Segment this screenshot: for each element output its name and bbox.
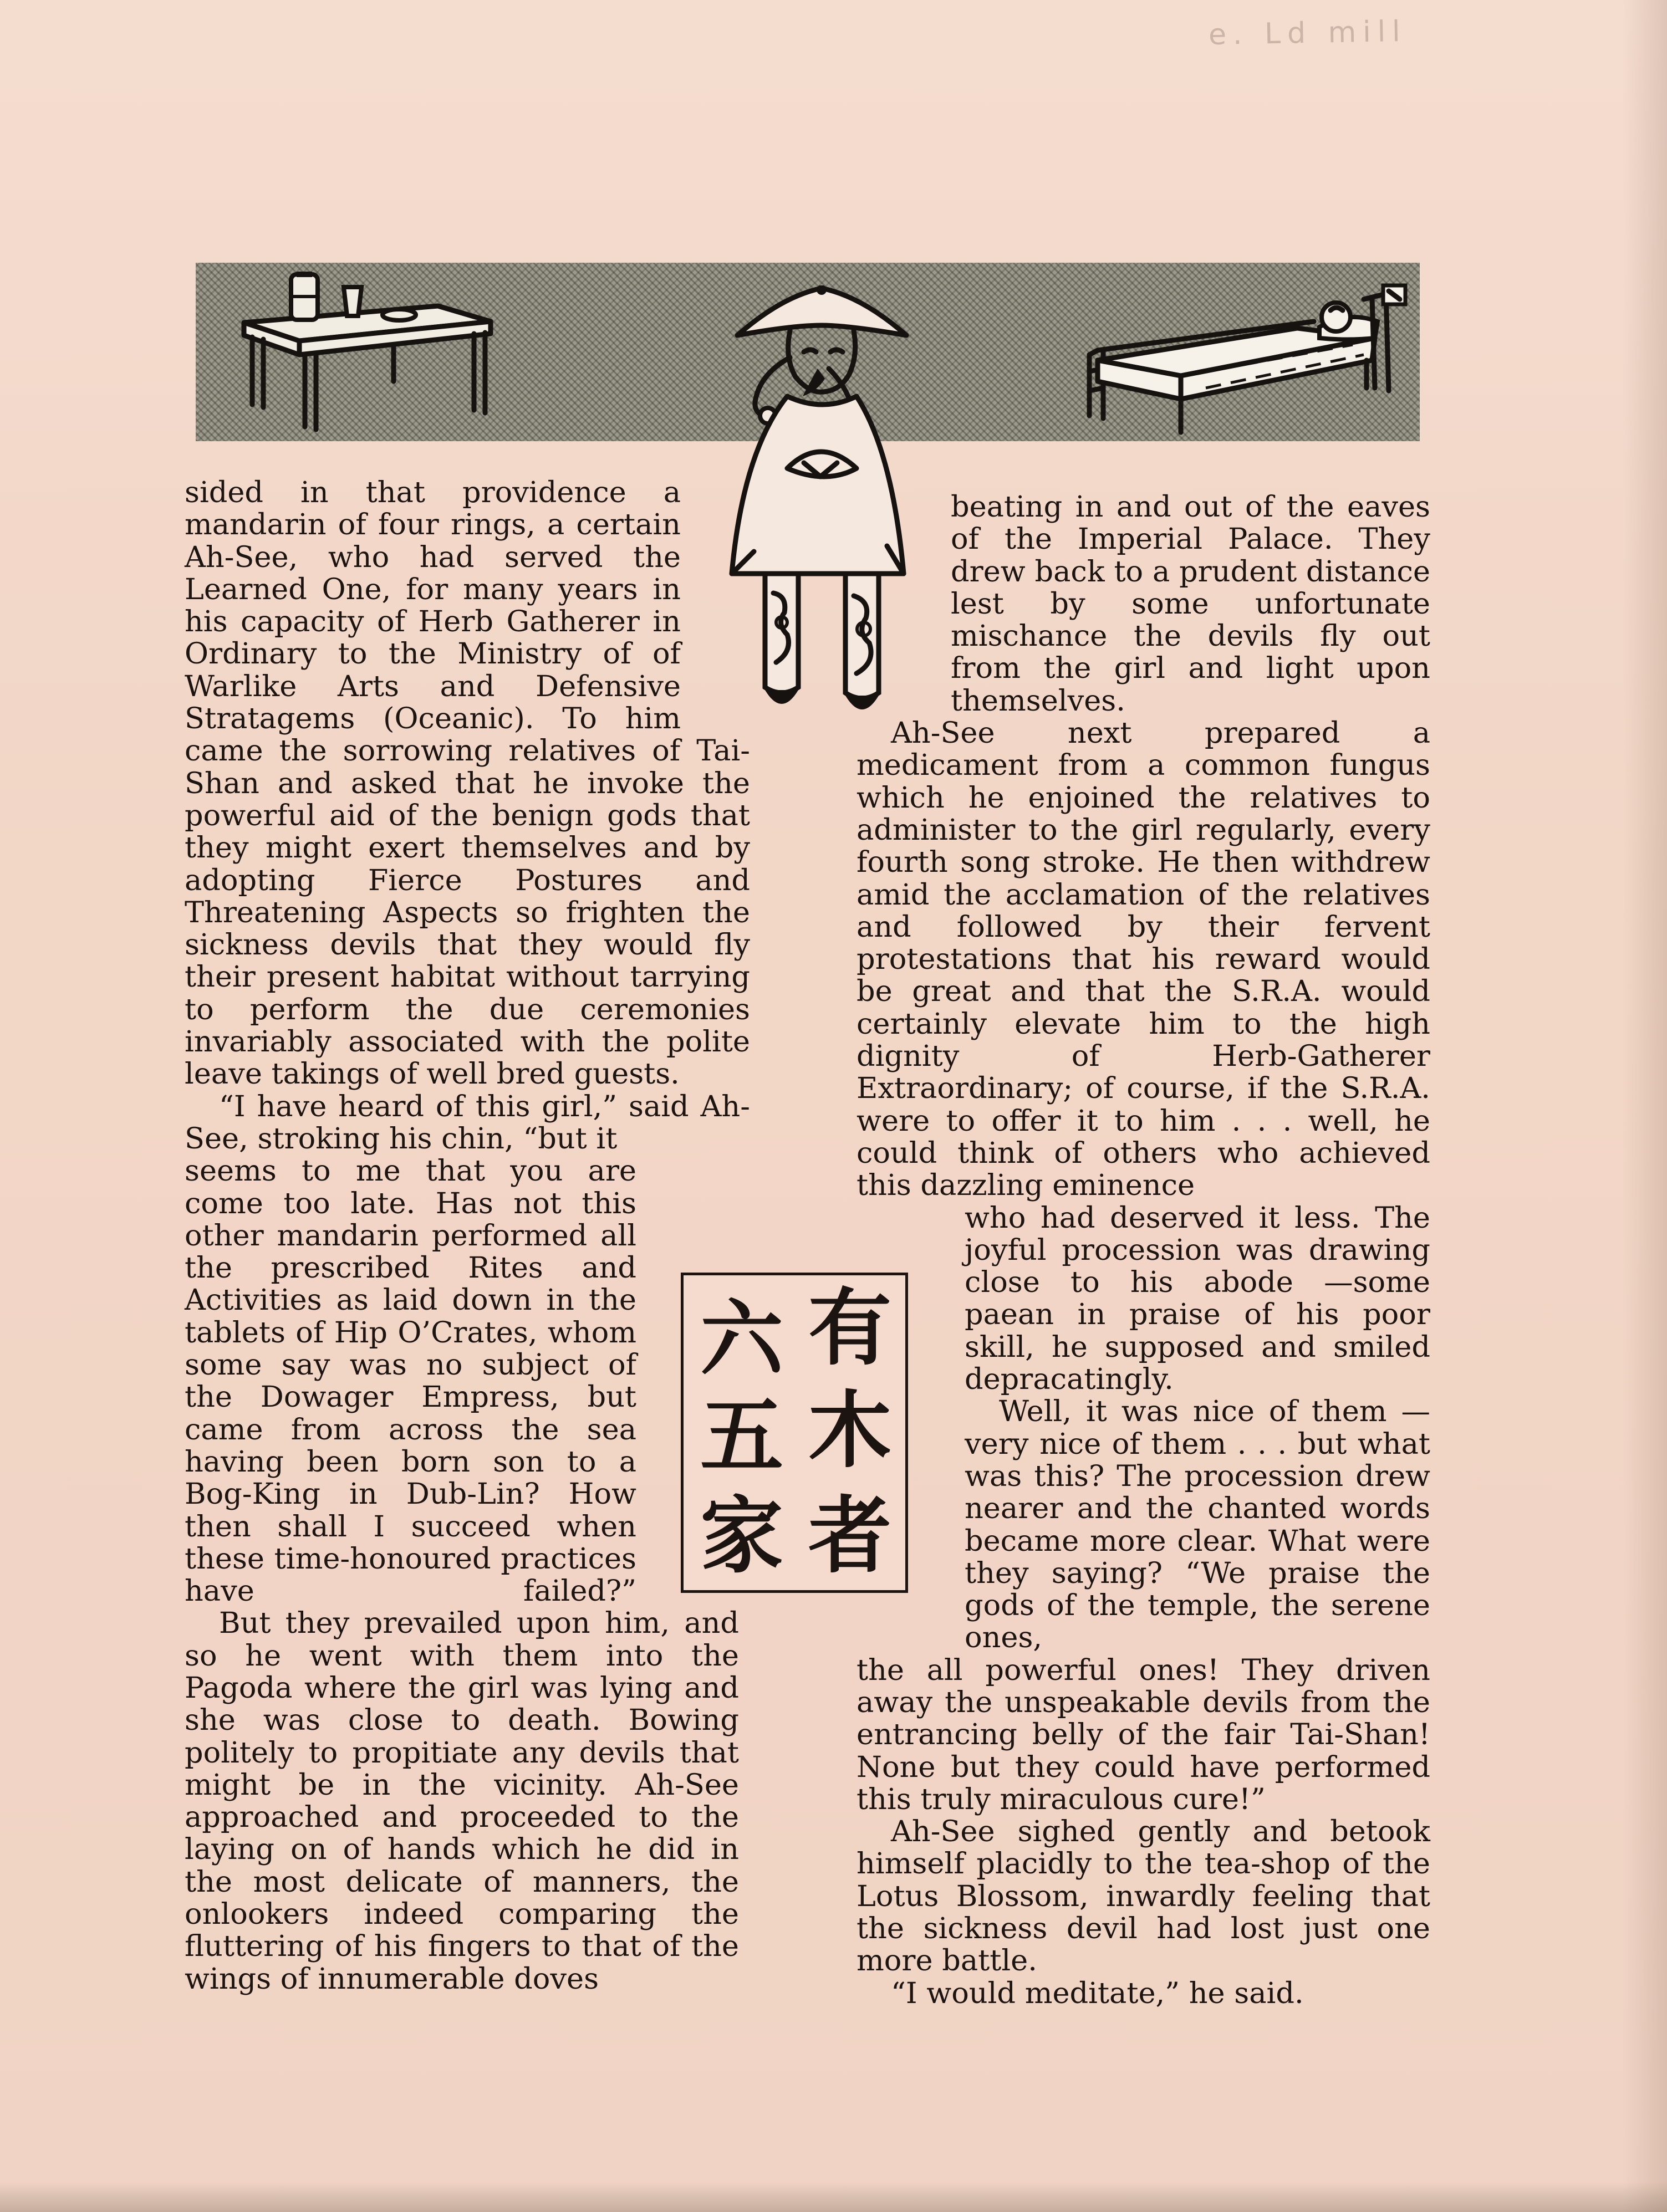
paragraph: sided in that providence a mandarin of four rings, a certain Ah-See, who had served the Learned One, for many years in his capacity of Herb Gatherer in Ordinary to the Ministry of of Warlike Arts and Defensive Stratagems (Oceanic). To him — [185, 476, 681, 736]
paragraph: Well, it was nice of them —very nice of them . . . but what was this? The procession drew nearer and the chanted words became more clear. What were they saying? “We praise the gods of the temple, the serene ones, — [965, 1394, 1430, 1655]
paragraph: But they prevailed upon him, and so he went with them into the Pagoda where the girl was lying and she was close to death. Bowing politely to propitiate any devils that might be in the vicinity. Ah-See approached and proceeded to the laying on of hands which he did in the most delicate of manners, the onlookers indeed comparing the fluttering of his fingers to that of the wings of innumerable doves — [185, 1606, 739, 1996]
paragraph: “I would meditate,” he said. — [891, 1976, 1304, 2010]
seal-character: 五 — [700, 1387, 784, 1485]
paragraph: the all powerful ones! They driven away the unspeakable devils from the entrancing belly of the fair Tai-Shan! None but they could have performed this truly miraculous cure!” — [857, 1653, 1430, 1816]
seal-character: 有 — [808, 1279, 892, 1377]
seal-character: 者 — [808, 1487, 892, 1585]
article-column-left — [185, 477, 750, 1995]
seal-character: 木 — [808, 1382, 892, 1479]
pencil-annotation: e. Ld mill — [1208, 14, 1408, 52]
table-illustration-icon — [238, 272, 504, 438]
page-bottom-shadow — [0, 2182, 1667, 2212]
article-column-right — [857, 491, 1430, 2010]
paragraph: Ah-See next prepared a medicament from a common fungus which he enjoined the relatives to administer to the girl regularly, every fourth song stroke. He then withdrew amid the acclamation of the relatives and followed by their fervent protestations that his reward would be great and that the S.R.A. would certainly elevate him to the high dignity of Herb-Gatherer Extraordinary; of course, if the S.R.A. were to offer it to him . . . well, he could think of others who achieved this dazzling eminence — [857, 716, 1430, 1203]
seal-character: 六 — [700, 1290, 784, 1388]
paragraph: seems to me that you are come too late. Has not this other mandarin performed all the prescribed Rites and Activities as laid down in the tablets of Hip O’Crates, whom some say was no subject of the Dowager Empress, but came from across the sea having been born son to a Bog-King in Dub-Lin? How then shall I succeed when these time-honoured practices have failed?” — [185, 1154, 636, 1608]
paragraph: “I have heard of this girl,” said Ah-See, stroking his chin, “but it — [185, 1089, 750, 1156]
paragraph: who had deserved it less. The joyful procession was drawing close to his abode —some paean in praise of his poor skill, he supposed and smiled depracatingly. — [965, 1200, 1430, 1397]
bed-illustration-icon — [1087, 277, 1414, 438]
paragraph: beating in and out of the eaves of the Imperial Palace. They drew back to a prudent distance lest by some unfortunate mischance the devils fly out from the girl and light upon themselves. — [951, 490, 1430, 718]
chinese-seal — [681, 1273, 908, 1593]
paragraph: came the sorrowing relatives of Tai-Shan and asked that he invoke the powerful aid of the benign gods that they might exert themselves and by adopting Fierce Postures and Threatening Aspects so frighten the sickness devils that they would fly their present habitat without tarrying to perform the due ceremonies invariably associated with the polite leave takings of well bred guests. — [185, 734, 750, 1091]
page-edge-shadow — [1623, 0, 1667, 2212]
paragraph: Ah-See sighed gently and betook himself placidly to the tea-shop of the Lotus Blossom, inwardly feeling that the sickness devil had lost just one more battle. — [857, 1815, 1430, 1978]
seal-character: 家 — [700, 1487, 784, 1585]
